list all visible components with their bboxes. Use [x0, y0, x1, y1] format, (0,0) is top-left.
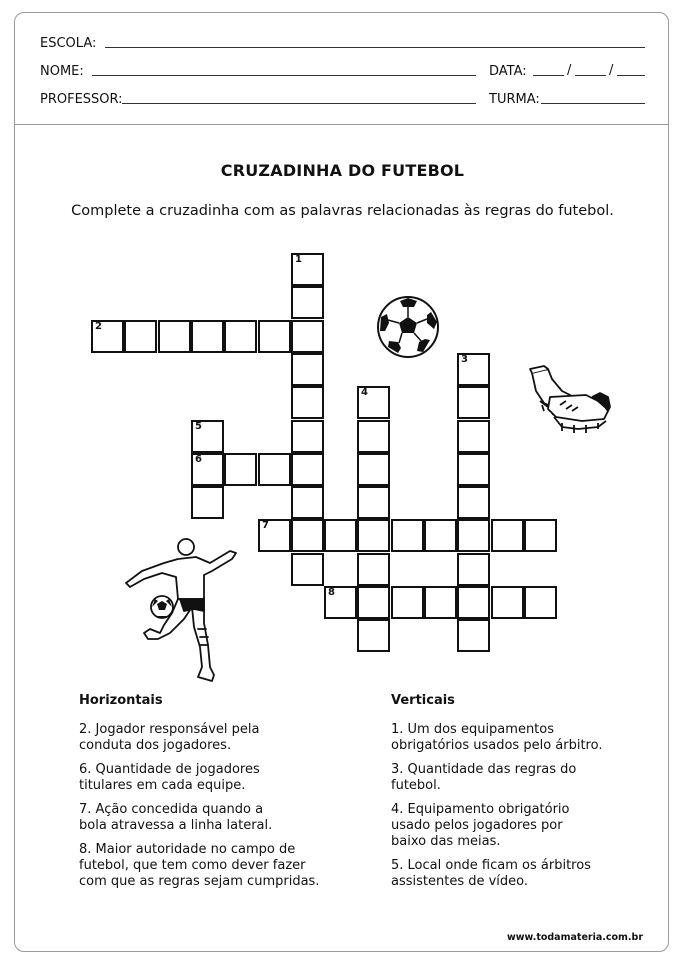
clue-vertical-5: 5. Local onde ficam os árbitros assistentes de vídeo. [391, 858, 591, 889]
turma-field[interactable] [541, 103, 645, 104]
clue-number: 4 [361, 387, 368, 398]
date-year-field[interactable] [617, 75, 645, 76]
crossword-cell[interactable] [357, 519, 390, 552]
crossword-cell[interactable] [357, 586, 390, 619]
soccer-ball-icon [376, 295, 440, 359]
crossword-cell[interactable] [424, 519, 457, 552]
crossword-cell[interactable] [357, 386, 390, 419]
escola-label: ESCOLA: [40, 36, 97, 51]
crossword-cell[interactable] [457, 586, 490, 619]
crossword-cell[interactable] [291, 553, 324, 586]
nome-field[interactable] [92, 75, 476, 76]
clue-number: 2 [95, 321, 102, 332]
clue-number: 3 [461, 354, 468, 365]
crossword-cell[interactable] [291, 420, 324, 453]
crossword-cell[interactable] [224, 453, 257, 486]
clue-number: 5 [195, 421, 202, 432]
crossword-cell[interactable] [357, 619, 390, 652]
crossword-cell[interactable] [191, 453, 224, 486]
clue-number: 7 [262, 520, 269, 531]
clue-horizontal-8: 8. Maior autoridade no campo de futebol, que tem como dever fazer com que as regras sejam cumpridas. [79, 842, 320, 889]
vertical-heading: Verticais [391, 693, 455, 708]
crossword-cell[interactable] [291, 486, 324, 519]
soccer-player-icon [120, 537, 250, 687]
crossword-cell[interactable] [291, 286, 324, 319]
crossword-cell[interactable] [91, 320, 124, 353]
crossword-cell[interactable] [357, 420, 390, 453]
crossword-cell[interactable] [224, 320, 257, 353]
clue-horizontal-7: 7. Ação concedida quando a bola atravessa a linha lateral. [79, 802, 273, 833]
crossword-cell[interactable] [391, 519, 424, 552]
data-label: DATA: [489, 64, 527, 79]
crossword-cell[interactable] [191, 420, 224, 453]
crossword-cell[interactable] [457, 553, 490, 586]
crossword-cell[interactable] [457, 453, 490, 486]
page-title: CRUZADINHA DO FUTEBOL [220, 161, 465, 180]
clue-number: 8 [328, 587, 335, 598]
date-separator: / [567, 63, 572, 78]
crossword-cell[interactable] [457, 353, 490, 386]
clue-number: 1 [295, 254, 302, 265]
crossword-cell[interactable] [258, 320, 291, 353]
crossword-cell[interactable] [124, 320, 157, 353]
header-divider [14, 124, 669, 125]
clue-horizontal-2: 2. Jogador responsável pela conduta dos jogadores. [79, 722, 260, 753]
crossword-cell[interactable] [457, 619, 490, 652]
crossword-cell[interactable] [291, 386, 324, 419]
crossword-cell[interactable] [391, 586, 424, 619]
date-day-field[interactable] [533, 75, 564, 76]
crossword-cell[interactable] [191, 320, 224, 353]
crossword-cell[interactable] [357, 553, 390, 586]
professor-label: PROFESSOR: [40, 92, 123, 107]
crossword-cell[interactable] [324, 586, 357, 619]
turma-label: TURMA: [489, 92, 540, 107]
date-month-field[interactable] [575, 75, 606, 76]
crossword-cell[interactable] [491, 519, 524, 552]
escola-field[interactable] [105, 47, 645, 48]
crossword-cell[interactable] [357, 486, 390, 519]
crossword-cell[interactable] [191, 486, 224, 519]
professor-field[interactable] [122, 103, 476, 104]
crossword-cell[interactable] [457, 519, 490, 552]
clue-horizontal-6: 6. Quantidade de jogadores titulares em cada equipe. [79, 762, 260, 793]
crossword-cell[interactable] [291, 519, 324, 552]
crossword-cell[interactable] [291, 320, 324, 353]
crossword-cell[interactable] [357, 453, 390, 486]
crossword-cell[interactable] [324, 519, 357, 552]
crossword-cell[interactable] [258, 519, 291, 552]
clue-vertical-4: 4. Equipamento obrigatório usado pelos jogadores por baixo das meias. [391, 802, 570, 849]
crossword-cell[interactable] [524, 586, 557, 619]
horizontal-heading: Horizontais [79, 693, 163, 708]
crossword-cell[interactable] [457, 486, 490, 519]
clue-number: 6 [195, 454, 202, 465]
instructions: Complete a cruzadinha com as palavras relacionadas às regras do futebol. [71, 203, 614, 219]
nome-label: NOME: [40, 64, 84, 79]
crossword-cell[interactable] [258, 453, 291, 486]
clue-vertical-1: 1. Um dos equipamentos obrigatórios usados pelo árbitro. [391, 722, 603, 753]
crossword-cell[interactable] [524, 519, 557, 552]
crossword-cell[interactable] [291, 353, 324, 386]
crossword-cell[interactable] [424, 586, 457, 619]
footer-site: www.todamateria.com.br [506, 932, 643, 943]
clue-vertical-3: 3. Quantidade das regras do futebol. [391, 762, 577, 793]
crossword-cell[interactable] [291, 253, 324, 286]
crossword-cell[interactable] [291, 453, 324, 486]
date-separator: / [609, 63, 614, 78]
crossword-cell[interactable] [457, 386, 490, 419]
soccer-boots-icon [522, 365, 614, 457]
crossword-cell[interactable] [457, 420, 490, 453]
crossword-cell[interactable] [158, 320, 191, 353]
crossword-cell[interactable] [491, 586, 524, 619]
